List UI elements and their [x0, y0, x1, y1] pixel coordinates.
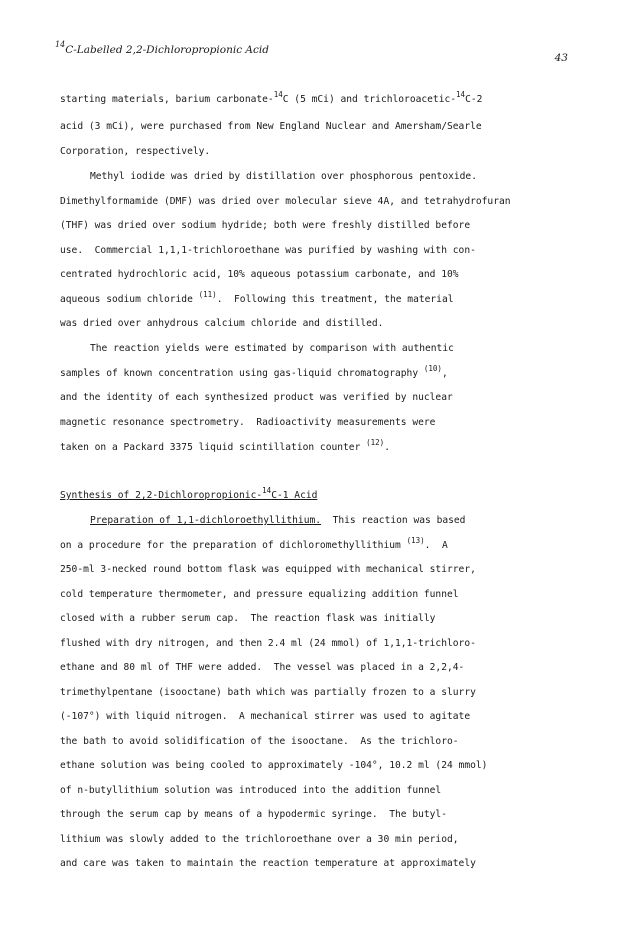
- body-line: Dimethylformamide (DMF) was dried over molecular sieve 4A, and tetrahydrofuran: [60, 196, 511, 207]
- body-line: flushed with dry nitrogen, and then 2.4 ml (24 mmol) of 1,1,1-trichloro-: [60, 638, 476, 649]
- body-line: The reaction yields were estimated by comparison with authentic: [90, 343, 454, 354]
- body-line: cold temperature thermometer, and pressure equalizing addition funnel: [60, 589, 459, 600]
- body-line: the bath to avoid solidification of the isooctane. As the trichloro-: [60, 736, 459, 747]
- body-line: 250-ml 3-necked round bottom flask was equipped with mechanical stirrer,: [60, 564, 476, 575]
- citation: (11): [198, 290, 217, 299]
- section-heading: Synthesis of 2,2-Dichloropropionic-$^{14}$C-1 Acid: [60, 486, 318, 501]
- body-line: trimethylpentane (isooctane) bath which was partially frozen to a slurry: [60, 687, 476, 698]
- body-line: Preparation of 1,1-dichloroethyllithium. This reaction was based: [90, 515, 466, 526]
- body-line: and care was taken to maintain the reaction temperature at approximately: [60, 858, 476, 869]
- body-line: magnetic resonance spectrometry. Radioactivity measurements were: [60, 417, 436, 428]
- body-line: samples of known concentration using gas-liquid chromatography $^{(10)}$,: [60, 364, 448, 379]
- body-line: acid (3 mCi), were purchased from New England Nuclear and Amersham/Searle: [60, 121, 482, 132]
- body-line: through the serum cap by means of a hypodermic syringe. The butyl-: [60, 809, 447, 820]
- header-superscript: 14: [55, 40, 66, 49]
- body-line: taken on a Packard 3375 liquid scintillation counter $^{(12)}$.: [60, 438, 390, 453]
- subheading: Preparation of 1,1-dichloroethyllithium.: [90, 515, 322, 526]
- body-line: (-107°) with liquid nitrogen. A mechanical stirrer was used to agitate: [60, 711, 471, 722]
- body-line: ethane and 80 ml of THF were added. The vessel was placed in a 2,2,4-: [60, 662, 465, 673]
- citation: (10): [423, 364, 442, 373]
- running-header: [55, 40, 269, 56]
- header-title: C-Labelled 2,2-Dichloropropionic Acid: [65, 44, 269, 56]
- body-line: closed with a rubber serum cap. The reaction flask was initially: [60, 613, 436, 624]
- citation: (13): [406, 536, 425, 545]
- citation: (12): [366, 438, 385, 447]
- body-line: Methyl iodide was dried by distillation over phosphorous pentoxide.: [90, 171, 477, 182]
- body-line: of n-butyllithium solution was introduced into the addition funnel: [60, 785, 442, 796]
- body-line: starting materials, barium carbonate-$^{14}$C (5 mCi) and trichloroacetic-$^{14}$C-2: [60, 90, 483, 105]
- body-line: lithium was slowly added to the trichloroethane over a 30 min period,: [60, 834, 459, 845]
- body-line: use. Commercial 1,1,1-trichloroethane was purified by washing with con-: [60, 245, 476, 256]
- body-line: on a procedure for the preparation of dichloromethyllithium $^{(13)}$. A: [60, 536, 448, 551]
- body-line: was dried over anhydrous calcium chloride and distilled.: [60, 318, 384, 329]
- body-line: (THF) was dried over sodium hydride; both were freshly distilled before: [60, 220, 471, 231]
- body-line: ethane solution was being cooled to approximately -104°, 10.2 ml (24 mmol): [60, 760, 488, 771]
- body-line: aqueous sodium chloride $^{(11)}$. Following this treatment, the material: [60, 290, 454, 305]
- body-line: centrated hydrochloric acid, 10% aqueous potassium carbonate, and 10%: [60, 269, 459, 280]
- body-line: Corporation, respectively.: [60, 146, 211, 157]
- body-line: and the identity of each synthesized product was verified by nuclear: [60, 392, 453, 403]
- page-number: 43: [554, 52, 568, 64]
